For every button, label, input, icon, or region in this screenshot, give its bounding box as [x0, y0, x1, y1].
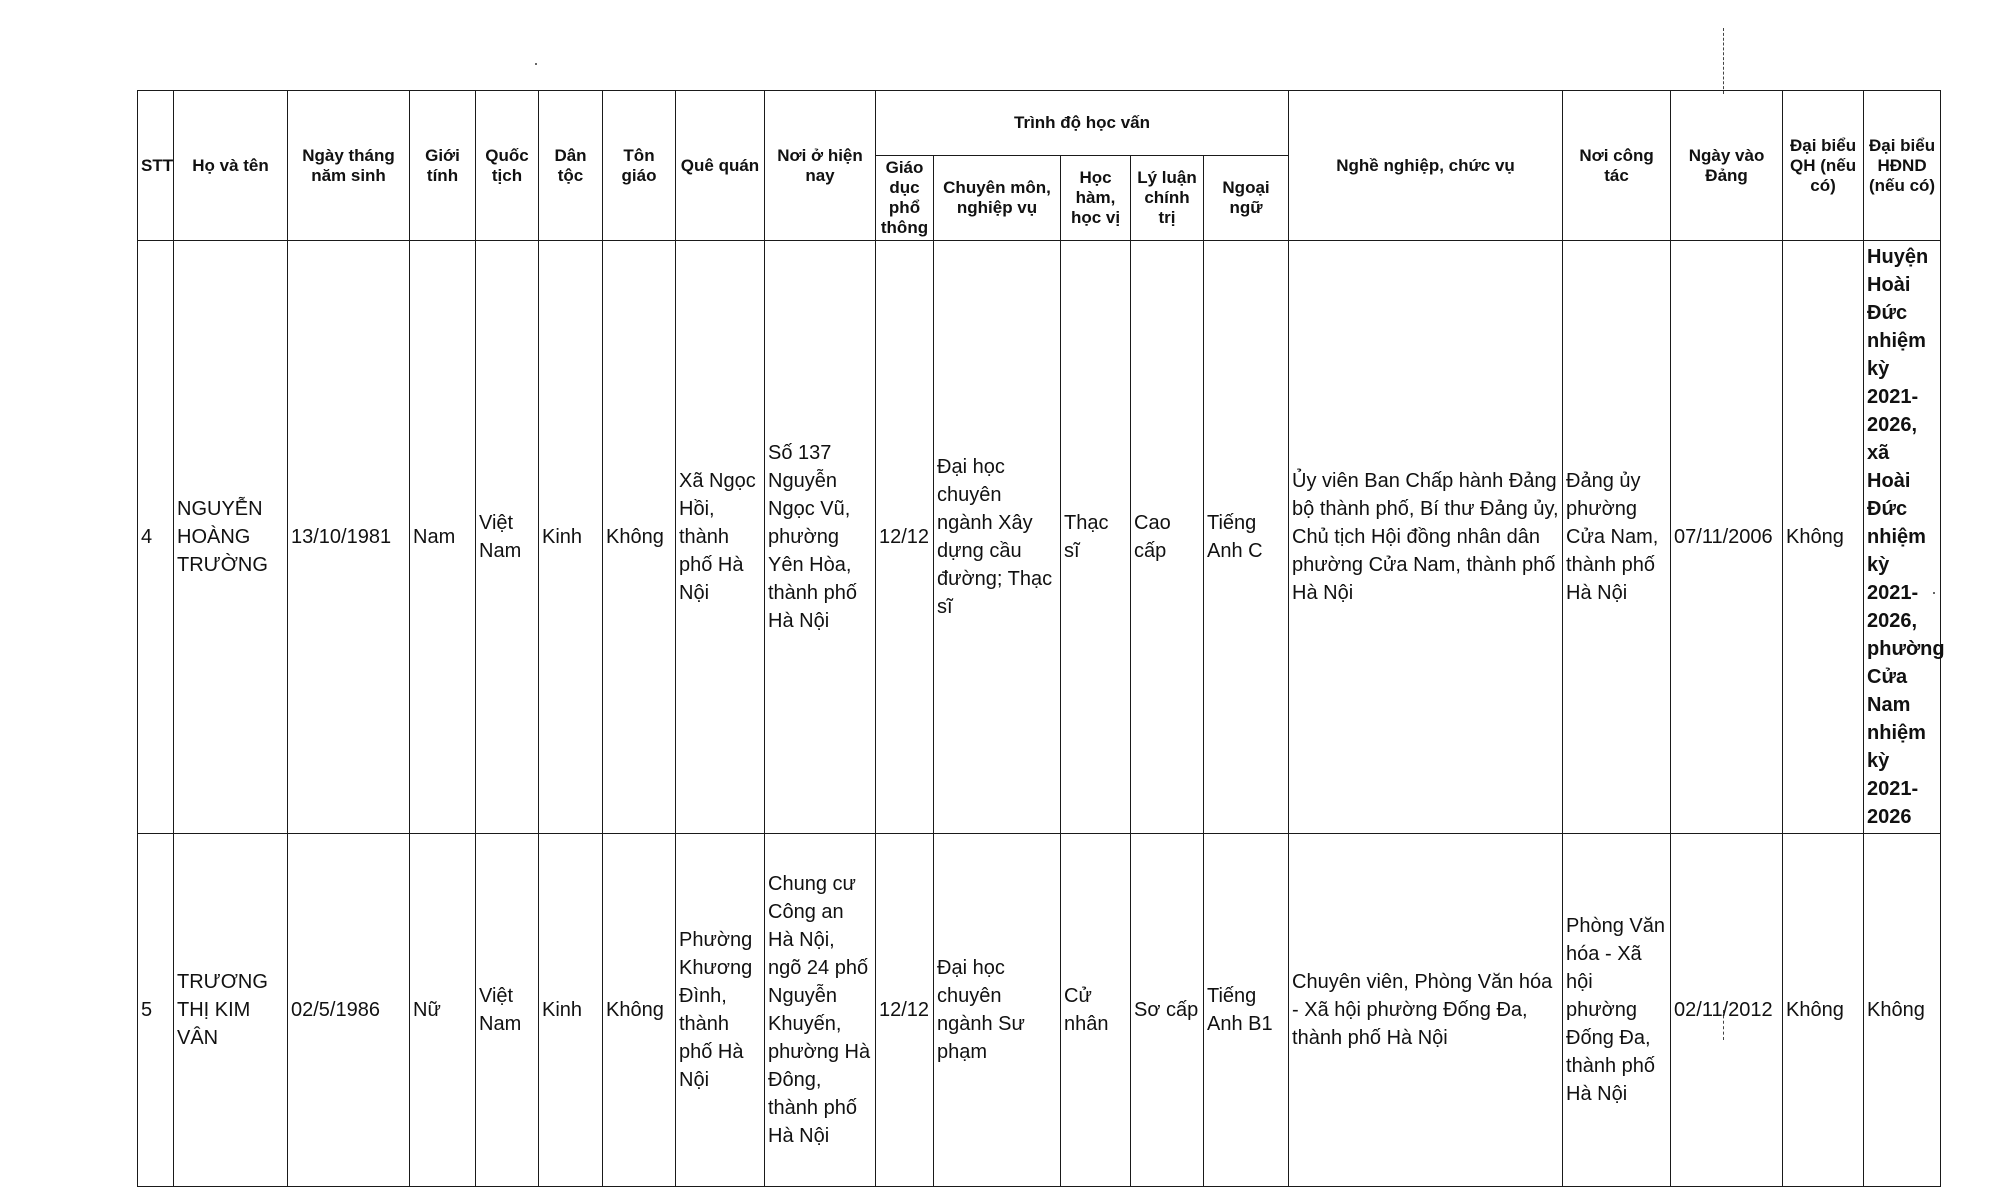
col-header-que-quan: Quê quán [676, 91, 765, 241]
cell-hoc-ham: Cử nhân [1061, 834, 1131, 1187]
cell-quoc-tich: Việt Nam [476, 834, 539, 1187]
col-header-stt: STT [138, 91, 174, 241]
col-header-dan-toc: Dân tộc [539, 91, 603, 241]
cell-ho-ten: TRƯƠNG THỊ KIM VÂN [174, 834, 288, 1187]
cell-ngay-vao-dang: 07/11/2006 [1671, 241, 1783, 834]
col-header-noi-o: Nơi ở hiện nay [765, 91, 876, 241]
col-header-noi-cong-tac: Nơi công tác [1563, 91, 1671, 241]
col-header-dai-bieu-qh: Đại biểu QH (nếu có) [1783, 91, 1864, 241]
cell-dai-bieu-hdnd: Huyện Hoài Đức nhiệm kỳ 2021-2026, xã Hoài Đức nhiệm kỳ 2021-2026, phường Cửa Nam nhiệm kỳ 2021-2026 [1864, 241, 1941, 834]
cell-gioi-tinh: Nam [410, 241, 476, 834]
cell-noi-cong-tac: Đảng ủy phường Cửa Nam, thành phố Hà Nội [1563, 241, 1671, 834]
col-header-ly-luan: Lý luận chính trị [1131, 156, 1204, 241]
cell-hoc-ham: Thạc sĩ [1061, 241, 1131, 834]
col-header-ngay-sinh: Ngày tháng năm sinh [288, 91, 410, 241]
cell-chuyen-mon: Đại học chuyên ngành Sư phạm [934, 834, 1061, 1187]
table-row [138, 241, 1941, 834]
cell-ngoai-ngu: Tiếng Anh C [1204, 241, 1289, 834]
cell-ho-ten: NGUYỄN HOÀNG TRƯỜNG [174, 241, 288, 834]
cell-ton-giao: Không [603, 241, 676, 834]
col-header-ngoai-ngu: Ngoại ngữ [1204, 156, 1289, 241]
cell-noi-cong-tac: Phòng Văn hóa - Xã hội phường Đống Đa, thành phố Hà Nội [1563, 834, 1671, 1187]
col-header-nghe-nghiep: Nghề nghiệp, chức vụ [1289, 91, 1563, 241]
col-header-ho-ten: Họ và tên [174, 91, 288, 241]
cell-ngoai-ngu: Tiếng Anh B1 [1204, 834, 1289, 1187]
cell-stt: 4 [138, 241, 174, 834]
col-header-ton-giao: Tôn giáo [603, 91, 676, 241]
cell-noi-o: Số 137 Nguyễn Ngọc Vũ, phường Yên Hòa, thành phố Hà Nội [765, 241, 876, 834]
cell-ngay-sinh: 13/10/1981 [288, 241, 410, 834]
col-header-dai-bieu-hdnd: Đại biểu HĐND (nếu có) [1864, 91, 1941, 241]
cell-que-quan: Xã Ngọc Hồi, thành phố Hà Nội [676, 241, 765, 834]
header-row-primary [138, 91, 1941, 156]
cell-gioi-tinh: Nữ [410, 834, 476, 1187]
cell-giao-duc: 12/12 [876, 834, 934, 1187]
candidate-table [137, 90, 1945, 1187]
cell-dan-toc: Kinh [539, 834, 603, 1187]
cell-giao-duc: 12/12 [876, 241, 934, 834]
cell-ly-luan: Cao cấp [1131, 241, 1204, 834]
col-header-hoc-ham: Học hàm, học vị [1061, 156, 1131, 241]
col-header-quoc-tich: Quốc tịch [476, 91, 539, 241]
cell-stt: 5 [138, 834, 174, 1187]
col-header-trinh-do: Trình độ học vấn [876, 91, 1289, 156]
cell-dai-bieu-qh: Không [1783, 241, 1864, 834]
cell-chuyen-mon: Đại học chuyên ngành Xây dựng cầu đường; Thạc sĩ [934, 241, 1061, 834]
scan-margin-line [1723, 28, 1724, 94]
col-header-gioi-tinh: Giới tính [410, 91, 476, 241]
cell-dai-bieu-qh: Không [1783, 834, 1864, 1187]
cell-ngay-vao-dang: 02/11/2012 [1671, 834, 1783, 1187]
table-row [138, 834, 1941, 1187]
cell-que-quan: Phường Khương Đình, thành phố Hà Nội [676, 834, 765, 1187]
cell-noi-o: Chung cư Công an Hà Nội, ngõ 24 phố Nguyễn Khuyến, phường Hà Đông, thành phố Hà Nội [765, 834, 876, 1187]
cell-dan-toc: Kinh [539, 241, 603, 834]
col-header-ngay-vao-dang: Ngày vào Đảng [1671, 91, 1783, 241]
cell-nghe-nghiep: Ủy viên Ban Chấp hành Đảng bộ thành phố, Bí thư Đảng ủy, Chủ tịch Hội đồng nhân dân phường Cửa Nam, thành phố Hà Nội [1289, 241, 1563, 834]
cell-dai-bieu-hdnd: Không [1864, 834, 1941, 1187]
cell-quoc-tich: Việt Nam [476, 241, 539, 834]
cell-nghe-nghiep: Chuyên viên, Phòng Văn hóa - Xã hội phường Đống Đa, thành phố Hà Nội [1289, 834, 1563, 1187]
col-header-giao-duc: Giáo dục phổ thông [876, 156, 934, 241]
col-header-chuyen-mon: Chuyên môn, nghiệp vụ [934, 156, 1061, 241]
cell-ton-giao: Không [603, 834, 676, 1187]
scan-speck [535, 63, 537, 65]
cell-ly-luan: Sơ cấp [1131, 834, 1204, 1187]
cell-ngay-sinh: 02/5/1986 [288, 834, 410, 1187]
